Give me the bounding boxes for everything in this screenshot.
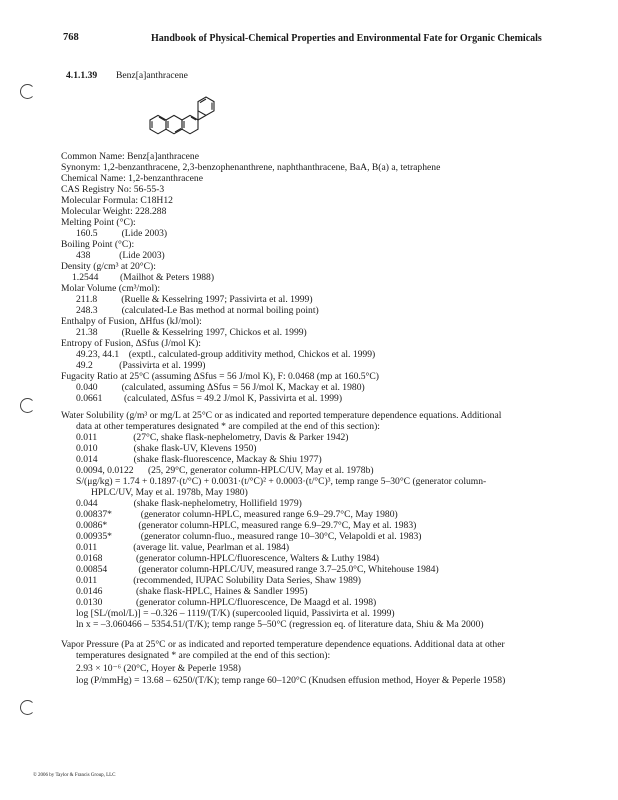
formula-line: Molecular Formula: C18H12 xyxy=(61,195,173,206)
benz-a-anthracene-structure-icon xyxy=(138,88,228,146)
vapor-pressure-label: Vapor Pressure (Pa at 25°C or as indicated and reported temperature dependence equations. Additional data at other xyxy=(61,639,505,650)
punch-hole-mark xyxy=(20,84,35,99)
molar-volume-label: Molar Volume (cm³/mol): xyxy=(61,283,160,294)
section-title: Benz[a]anthracene xyxy=(116,70,188,81)
page-number: 768 xyxy=(63,32,79,43)
solubility-row: 0.011 (average lit. value, Pearlman et al. 1984) xyxy=(76,542,290,553)
solubility-equation: ln x = –3.060466 – 5354.51/(T/K); temp range 5–50°C (regression eq. of literature data, Shiu & Ma 2000) xyxy=(76,619,484,630)
solubility-row: 0.011 (recommended, IUPAC Solubility Data Series, Shaw 1989) xyxy=(76,575,361,586)
solubility-equation-cont: HPLC/UV, May et al. 1978b, May 1980) xyxy=(91,487,248,498)
solubility-row: 0.014 (shake flask-fluorescence, Mackay & Shiu 1977) xyxy=(76,454,322,465)
punch-hole-mark xyxy=(20,398,35,413)
molar-volume-value: 211.8 (Ruelle & Kesselring 1997; Passivirta et al. 1999) xyxy=(76,294,313,305)
solubility-row: 0.0168 (generator column-HPLC/fluorescence, Walters & Luthy 1984) xyxy=(76,553,380,564)
solubility-row: 0.00854 (generator column-HPLC/UV, measured range 3.7–25.0°C, Whitehouse 1984) xyxy=(76,564,439,575)
solubility-row: 0.010 (shake flask-UV, Klevens 1950) xyxy=(76,443,257,454)
fugacity-label: Fugacity Ratio at 25°C (assuming ΔSfus = 56 J/mol K), F: 0.0468 (mp at 160.5°C) xyxy=(61,371,379,382)
entropy-value: 49.2 (Passivirta et al. 1999) xyxy=(76,360,206,371)
density-value: 1.2544 (Mailhot & Peters 1988) xyxy=(72,272,215,283)
punch-hole-mark xyxy=(20,700,35,715)
entropy-label: Entropy of Fusion, ΔSfus (J/mol K): xyxy=(61,338,201,349)
water-solubility-label: Water Solubility (g/m³ or mg/L at 25°C or as indicated and reported temperature dependence equations. Additional xyxy=(61,410,502,421)
vapor-pressure-label-cont: temperatures designated * are compiled at the end of this section): xyxy=(76,650,331,661)
boiling-point-label: Boiling Point (°C): xyxy=(61,239,135,250)
common-name-line: Common Name: Benz[a]anthracene xyxy=(61,151,199,162)
copyright-footer: © 2006 by Taylor & Francis Group, LLC xyxy=(33,773,116,778)
melting-point-label: Melting Point (°C): xyxy=(61,217,136,228)
melting-point-value: 160.5 (Lide 2003) xyxy=(76,228,168,239)
fugacity-value: 0.0661 (calculated, ΔSfus = 49.2 J/mol K, Passivirta et al. 1999) xyxy=(76,393,343,404)
fugacity-value: 0.040 (calculated, assuming ΔSfus = 56 J/mol K, Mackay et al. 1980) xyxy=(76,382,365,393)
running-title: Handbook of Physical-Chemical Properties and Environmental Fate for Organic Chemicals xyxy=(151,33,542,44)
enthalpy-value: 21.38 (Ruelle & Kesselring 1997, Chickos et al. 1999) xyxy=(76,327,307,338)
molar-volume-value: 248.3 (calculated-Le Bas method at normal boiling point) xyxy=(76,305,319,316)
synonym-line: Synonym: 1,2-benzanthracene, 2,3-benzophenanthrene, naphthanthracene, BaA, B(a) a, tetraphene xyxy=(61,162,441,173)
solubility-row: 0.0086* (generator column-HPLC, measured range 6.9–29.7°C, May et al. 1983) xyxy=(76,520,417,531)
solubility-row: 0.0130 (generator column-HPLC/fluorescence, De Maagd et al. 1998) xyxy=(76,597,377,608)
vapor-pressure-equation: log (P/mmHg) = 13.68 – 6250/(T/K); temp range 60–120°C (Knudsen effusion method, Hoyer & Peperle 1958) xyxy=(76,675,506,686)
density-label: Density (g/cm³ at 20°C): xyxy=(61,261,156,272)
solubility-row: 0.0094, 0.0122 (25, 29°C, generator column-HPLC/UV, May et al. 1978b) xyxy=(76,465,374,476)
vapor-pressure-row: 2.93 × 10⁻⁶ (20°C, Hoyer & Peperle 1958) xyxy=(76,663,242,674)
section-number: 4.1.1.39 xyxy=(66,70,98,81)
solubility-row: 0.00935* (generator column-fluo., measured range 10–30°C, Velapoldi et al. 1983) xyxy=(76,531,422,542)
entropy-value: 49.23, 44.1 (exptl., calculated-group additivity method, Chickos et al. 1999) xyxy=(76,349,376,360)
chemical-name-line: Chemical Name: 1,2-benzanthracene xyxy=(61,173,203,184)
solubility-equation: log [SL/(mol/L)] = –0.326 – 1119/(T/K) (supercooled liquid, Passivirta et al. 1999) xyxy=(76,608,395,619)
boiling-point-value: 438 (Lide 2003) xyxy=(76,250,165,261)
water-solubility-label-cont: data at other temperatures designated * are compiled at the end of this section): xyxy=(76,421,380,432)
cas-line: CAS Registry No: 56-55-3 xyxy=(61,184,165,195)
solubility-equation: S/(μg/kg) = 1.74 + 0.1897·(t/°C) + 0.0031·(t/°C)² + 0.0003·(t/°C)³, temp range 5–30°C (generator column- xyxy=(76,476,487,487)
solubility-row: 0.044 (shake flask-nephelometry, Hollifield 1979) xyxy=(76,498,302,509)
weight-line: Molecular Weight: 228.288 xyxy=(61,206,167,217)
solubility-row: 0.0146 (shake flask-HPLC, Haines & Sandler 1995) xyxy=(76,586,308,597)
enthalpy-label: Enthalpy of Fusion, ΔHfus (kJ/mol): xyxy=(61,316,202,327)
solubility-row: 0.011 (27°C, shake flask-nephelometry, Davis & Parker 1942) xyxy=(76,432,349,443)
solubility-row: 0.00837* (generator column-HPLC, measured range 6.9–29.7°C, May 1980) xyxy=(76,509,398,520)
